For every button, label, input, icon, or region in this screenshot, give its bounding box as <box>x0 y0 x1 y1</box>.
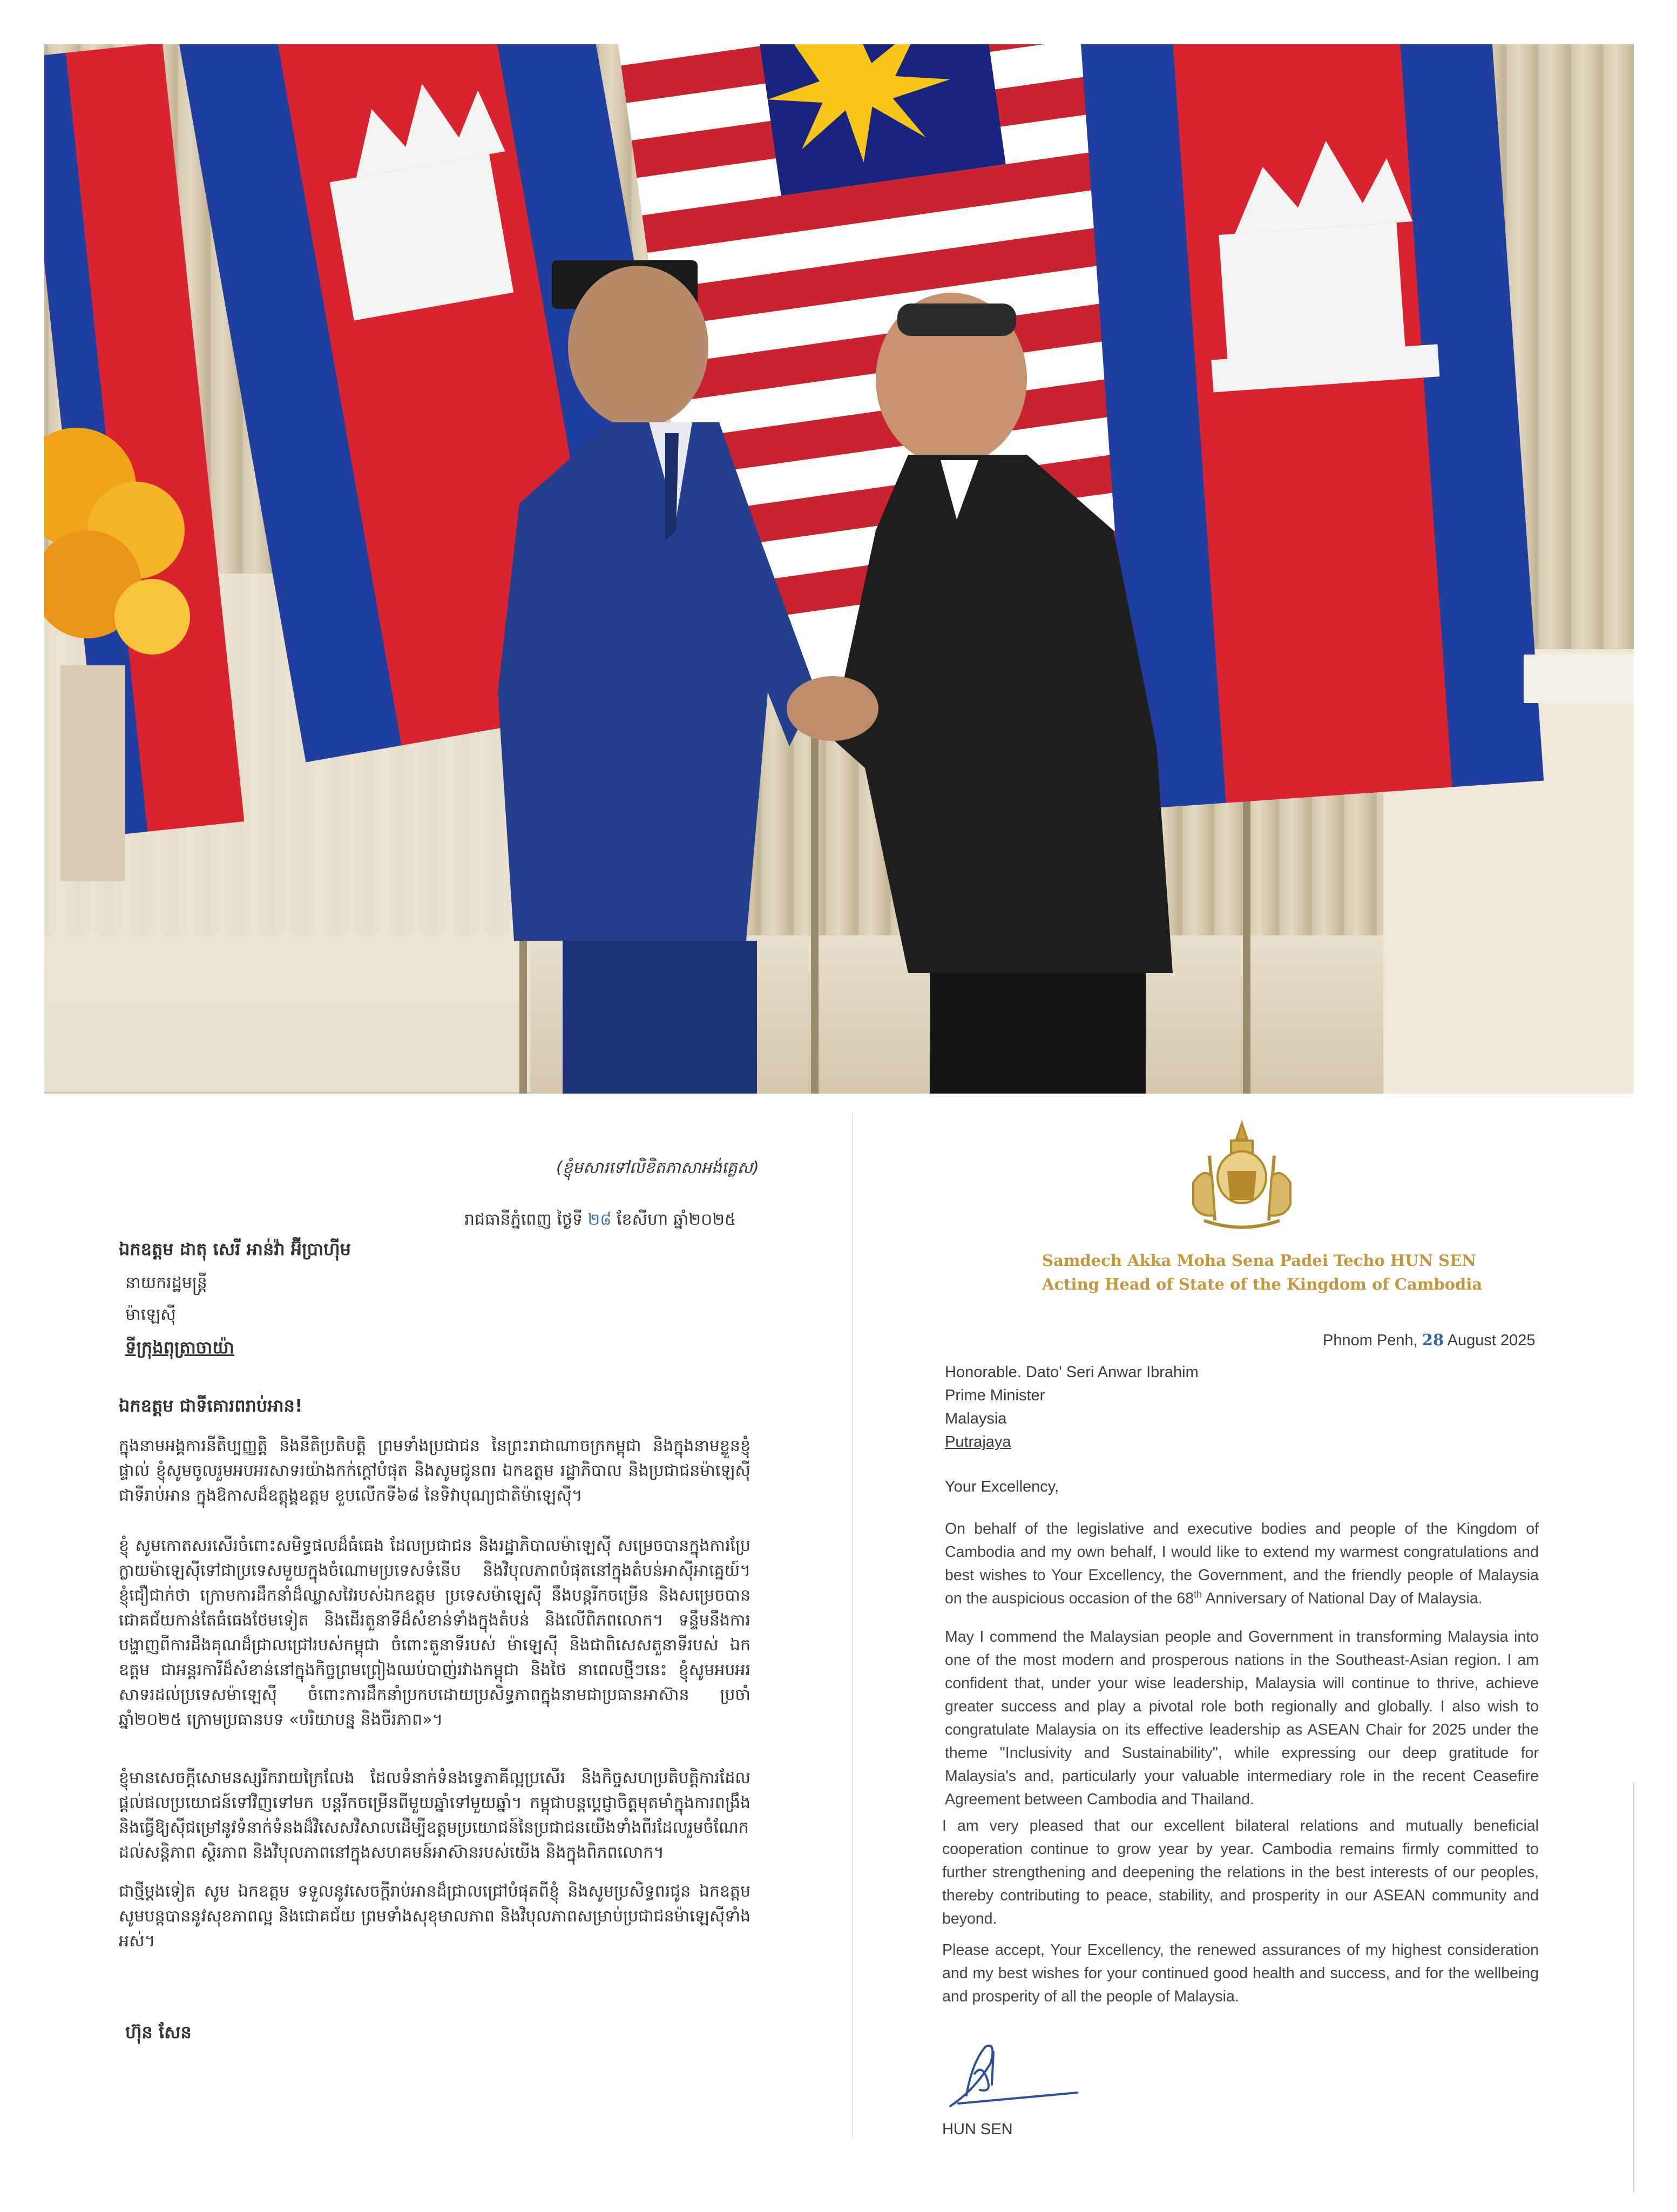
signature-name: HUN SEN <box>942 2121 1013 2138</box>
paragraph-4: Please accept, Your Excellency, the renewed assurances of my highest consideration and my best wishes for your continued good health and success, and for the wellbeing and prosperity of all the people of Malaysia. <box>942 1941 1539 2005</box>
date-suffix: ខែសីហា ឆ្នាំ២០២៥ <box>611 1210 736 1229</box>
ordinal-suffix: th <box>1194 1589 1202 1600</box>
paragraph-1-text: On behalf of the legislative and executive bodies and people of the Kingdom of Cambodia and my own behalf, I would like to extend my warmest congratulations and best wishes to Your Excellency, the Government, and the friendly people of Malaysia on the auspicious occasion of the 68 <box>945 1520 1539 1607</box>
paragraph-3: ខ្ញុំមានសេចក្តីសោមនស្សរីករាយក្រៃលែង ដែលទំនាក់ទំនងទ្វេភាគីល្អប្រសើរ និងកិច្ចសហប្រតិបត្តិការដែលផ្តល់ផលប្រយោជន៍ទៅវិញទៅមក បន្តរីកចម្រើនពីមួយឆ្នាំទៅមួយឆ្នាំ។ កម្ពុជាបន្តប្តេជ្ញាចិត្តមុតមាំក្នុងការពង្រឹង និងធ្វើឱ្យស៊ីជម្រៅនូវទំនាក់ទំនងដ៏វិសេសវិសាលដើម្បីឧត្តមប្រយោជន៍នៃប្រជាជនយើងទាំងពីរដែលរួមចំណែកដល់សន្តិភាព ស្ថិរភាព និងវិបុលភាពនៅក្នុងសហគមន៍អាស៊ានរបស់យើង និងក្នុងពិភពលោក។ <box>119 1769 750 1862</box>
date-day: 28 <box>1422 1331 1444 1349</box>
paragraph-1 <box>945 1518 1539 1610</box>
recipient-name: ឯកឧត្តម ដាតុ សេរី អាន់វ៉ា អ៊ីប្រាហ៊ីម <box>119 1239 351 1259</box>
page-edge <box>1633 1782 1634 2193</box>
paragraph-4: ជាថ្មីម្តងទៀត សូម ឯកឧត្តម ទទួលនូវសេចក្តីរាប់អានដ៏ជ្រាលជ្រៅបំផុតពីខ្ញុំ និងសូមប្រសិទ្ធពរជូន ឯកឧត្តម សូមបន្តបាននូវសុខភាពល្អ និងជោគជ័យ ព្រមទាំងសុខុមាលភាព និងវិបុលភាពសម្រាប់ប្រជាជនម៉ាឡេស៊ីទាំងអស់។ <box>119 1882 750 1951</box>
date-day: ២៨ <box>587 1210 612 1229</box>
handshake-photo <box>44 44 1634 1094</box>
sender-name: Samdech Akka Moha Sena Padei Techo HUN SEN <box>1042 1251 1476 1270</box>
recipient-title: Prime Minister <box>945 1387 1045 1404</box>
recipient-city: Putrajaya <box>945 1433 1011 1451</box>
reference-note: (ខ្ញុំមសារទៅលិខិតភាសាអង់គ្លេស) <box>556 1158 759 1177</box>
signature-name: ហ៊ុន សែន <box>125 2022 192 2042</box>
royal-crest-icon <box>1182 1118 1301 1231</box>
page-divider <box>852 1112 853 2139</box>
paragraph-2: ខ្ញុំ សូមកោតសរសើរចំពោះសមិទ្ធផលដ៏ធំធេង ដែលប្រជាជន និងរដ្ឋាភិបាលម៉ាឡេស៊ី សម្រេចបានក្នុងការប្រែក្លាយម៉ាឡេស៊ីទៅជាប្រទេសមួយក្នុងចំណោមប្រទេសទំនើប និងវិបុលភាពបំផុតនៅក្នុងតំបន់អាស៊ីអាគ្នេយ៍។ ខ្ញុំជឿជាក់ថា ក្រោមការដឹកនាំដ៏ឈ្លាសវៃរបស់ឯកឧត្តម ប្រទេសម៉ាឡេស៊ី នឹងបន្តរីកចម្រើន និងសម្រេចបានជោគជ័យកាន់តែធំធេងថែមទៀត និងដើរតួនាទីដ៏សំខាន់ទាំងក្នុងតំបន់ និងលើពិភពលោក។ ទន្ទឹមនឹងការបង្ហាញពីការដឹងគុណដ៏ជ្រាលជ្រៅរបស់កម្ពុជា ចំពោះតួនាទីរបស់ ម៉ាឡេស៊ី និងជាពិសេសតួនាទីរបស់ ឯកឧត្តម ជាអន្តរការីដ៏សំខាន់នៅក្នុងកិច្ចព្រមព្រៀងឈប់បាញ់រវាងកម្ពុជា និងថៃ នាពេលថ្មីៗនេះ ខ្ញុំសូមអបអរសាទរដល់ប្រទេសម៉ាឡេស៊ី ចំពោះការដឹកនាំប្រកបដោយប្រសិទ្ធភាពក្នុងនាមជាប្រធានអាស៊ាន ប្រចាំឆ្នាំ២០២៥ ក្រោមប្រធានបទ «បរិយាបន្ន និងចីរភាព»។ <box>119 1536 750 1729</box>
letter-date <box>1323 1328 1535 1352</box>
salutation: ឯកឧត្តម ជាទីគោរពរាប់អាន! <box>119 1395 303 1416</box>
recipient-country: Malaysia <box>945 1410 1007 1427</box>
paragraph-1-tail: Anniversary of National Day of Malaysia. <box>1202 1590 1483 1607</box>
recipient-country: ម៉ាឡេស៊ី <box>125 1305 176 1324</box>
letter-date <box>464 1208 736 1232</box>
signature-icon <box>942 2031 1083 2112</box>
sender-title: Acting Head of State of the Kingdom of Cambodia <box>1042 1275 1483 1293</box>
recipient-city: ទីក្រុងពុត្រាចាយ៉ា <box>125 1337 234 1358</box>
date-prefix: Phnom Penh, <box>1323 1332 1422 1349</box>
recipient-name: Honorable. Dato' Seri Anwar Ibrahim <box>945 1364 1199 1381</box>
date-suffix: August 2025 <box>1444 1332 1536 1349</box>
paragraph-2: May I commend the Malaysian people and Government in transforming Malaysia into one of the most modern and prosperous nations in the Southeast-Asian region. I am confident that, under your wise leadership, Malaysia will continue to thrive, achieve greater success and play a pivotal role both regionally and globally. I also wish to congratulate Malaysia on its effective leadership as ASEAN Chair for 2025 under the theme "Inclusivity and Sustainability", while expressing our deep gratitude for Malaysia's and, particularly your valuable intermediary role in the recent Ceasefire Agreement between Cambodia and Thailand. <box>945 1628 1539 1808</box>
paragraph-3: I am very pleased that our excellent bilateral relations and mutually beneficial cooperation continue to grow year by year. Cambodia remains firmly committed to further strengthening and deepening the relations in the best interests of our peoples, thereby contributing to peace, stability, and prosperity in our ASEAN community and beyond. <box>942 1817 1539 1927</box>
paragraph-1: ក្នុងនាមអង្គការនីតិប្បញ្ញត្តិ និងនីតិប្រតិបត្តិ ព្រមទាំងប្រជាជន នៃព្រះរាជាណាចក្រកម្ពុជា និងក្នុងនាមខ្លួនខ្ញុំផ្ទាល់ ខ្ញុំសូមចូលរួមអបអរសាទរយ៉ាងកក់ក្ដៅបំផុត និងសូមជូនពរ ឯកឧត្តម រដ្ឋាភិបាល និងប្រជាជនម៉ាឡេស៊ី ជាទីរាប់អាន ក្នុងឱកាសដ៏ឧត្តុង្គឧត្តម ខួបលើកទី៦៨ នៃទិវាបុណ្យជាតិម៉ាឡេស៊ី។ <box>119 1437 750 1505</box>
date-prefix: រាជធានីភ្នំពេញ ថ្ងៃទី <box>464 1210 588 1229</box>
salutation: Your Excellency, <box>945 1478 1059 1495</box>
recipient-title: នាយករដ្ឋមន្ត្រី <box>125 1273 207 1292</box>
